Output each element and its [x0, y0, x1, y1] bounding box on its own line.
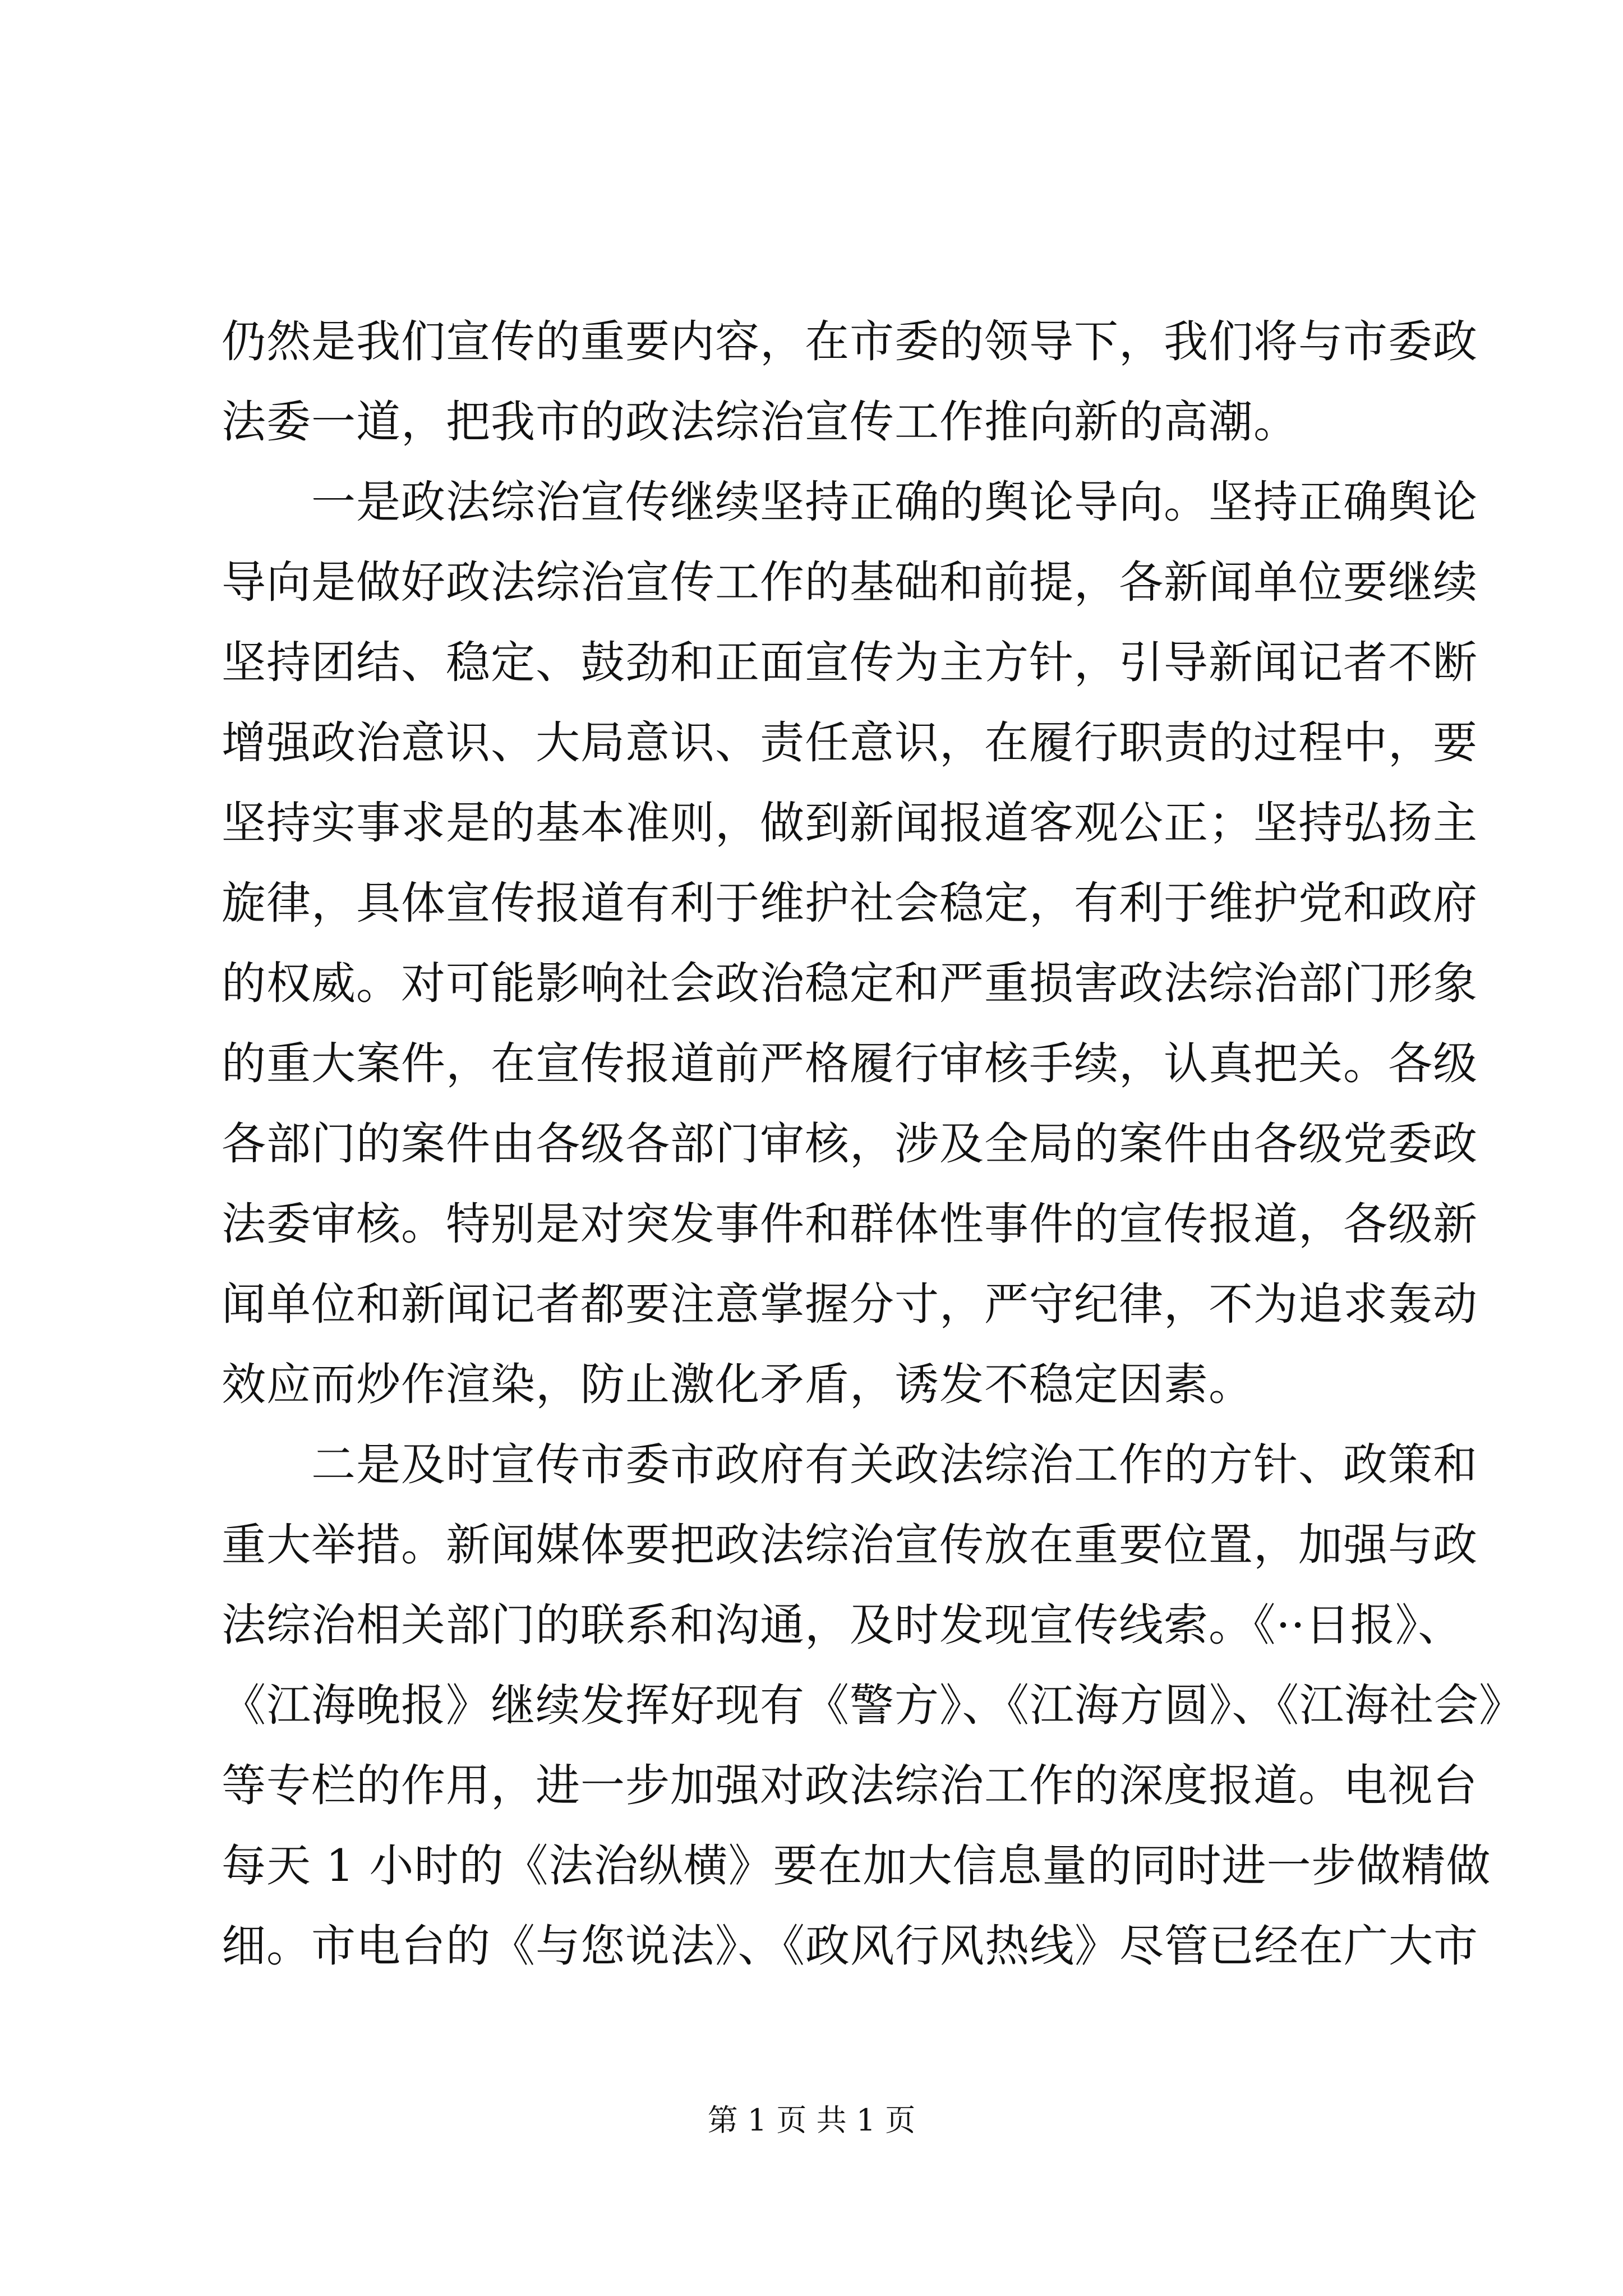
text-line: 的权威。对可能影响社会政治稳定和严重损害政法综治部门形象: [222, 958, 1478, 1009]
text-line: 法综治相关部门的联系和沟通，及时发现宣传线索。《··日报》、: [222, 1599, 1463, 1651]
text-line: 法委审核。特别是对突发事件和群体性事件的宣传报道，各级新: [222, 1198, 1478, 1250]
text-line: 各部门的案件由各级各部门审核，涉及全局的案件由各级党委政: [222, 1118, 1478, 1170]
text-line: 重大举措。新闻媒体要把政法综治宣传放在重要位置，加强与政: [222, 1519, 1478, 1571]
text-line: 法委一道，把我市的政法综治宣传工作推向新的高潮。: [222, 396, 1298, 448]
document-body: [222, 302, 1524, 1986]
text-line: 效应而炒作渲染，防止激化矛盾，诱发不稳定因素。: [222, 1359, 1253, 1410]
text-line: 的重大案件，在宣传报道前严格履行审核手续，认真把关。各级: [222, 1038, 1478, 1089]
text-line: 旋律，具体宣传报道有利于维护社会稳定，有利于维护党和政府: [222, 877, 1478, 929]
text-line: 仍然是我们宣传的重要内容，在市委的领导下，我们将与市委政: [222, 316, 1478, 367]
page-footer: 第 1 页 共 1 页: [707, 2102, 916, 2138]
text-line: 坚持团结、稳定、鼓劲和正面宣传为主方针，引导新闻记者不断: [222, 637, 1478, 688]
text-line: 《江海晚报》继续发挥好现有《警方》、《江海方圆》、《江海社会》: [222, 1680, 1524, 1731]
text-line: 闻单位和新闻记者都要注意掌握分寸，严守纪律，不为追求轰动: [222, 1278, 1478, 1330]
text-line: 导向是做好政法综治宣传工作的基础和前提，各新闻单位要继续: [222, 556, 1478, 608]
paragraph-start-line: 一是政法综治宣传继续坚持正确的舆论导向。坚持正确舆论: [222, 476, 1478, 528]
text-line: 细。市电台的《与您说法》、《政风行风热线》尽管已经在广大市: [222, 1920, 1478, 1972]
paragraph-start-line: 二是及时宣传市委市政府有关政法综治工作的方针、政策和: [222, 1439, 1478, 1490]
text-line: 增强政治意识、大局意识、责任意识，在履行职责的过程中，要: [222, 717, 1478, 769]
text-line: 等专栏的作用，进一步加强对政法综治工作的深度报道。电视台: [222, 1760, 1478, 1811]
text-line: 每天 1 小时的《法治纵横》要在加大信息量的同时进一步做精做: [222, 1840, 1491, 1892]
text-line: 坚持实事求是的基本准则，做到新闻报道客观公正；坚持弘扬主: [222, 797, 1478, 849]
